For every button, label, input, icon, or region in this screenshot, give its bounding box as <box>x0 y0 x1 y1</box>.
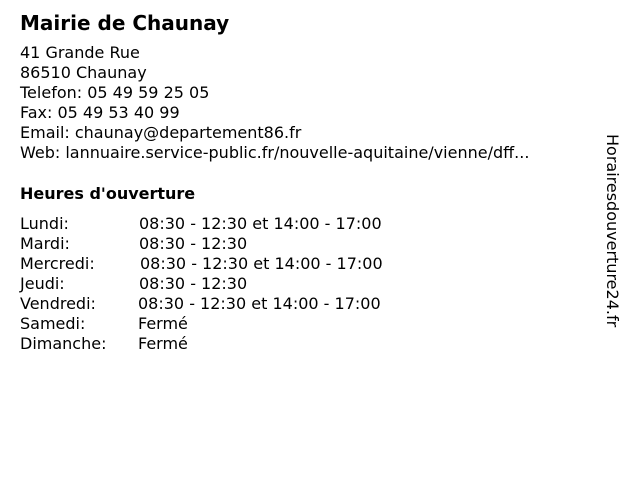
day-label: Mardi: <box>20 234 70 253</box>
day-label: Jeudi: <box>20 274 65 293</box>
site-watermark: Horairesdouverture24.fr <box>603 134 622 328</box>
time-value: 08:30 - 12:30 <box>139 234 248 253</box>
street-address: 41 Grande Rue <box>20 43 140 62</box>
hours-heading: Heures d'ouverture <box>20 184 196 203</box>
time-value: Fermé <box>138 314 188 333</box>
fax-number: Fax: 05 49 53 40 99 <box>20 103 180 122</box>
phone-number: Telefon: 05 49 59 25 05 <box>20 83 210 102</box>
page-title: Mairie de Chaunay <box>20 11 230 35</box>
time-value: 08:30 - 12:30 et 14:00 - 17:00 <box>139 214 382 233</box>
website: Web: lannuaire.service-public.fr/nouvelle-aquitaine/vienne/dff... <box>20 143 530 162</box>
day-label: Dimanche: <box>20 334 107 353</box>
city-postal: 86510 Chaunay <box>20 63 147 82</box>
time-value: 08:30 - 12:30 <box>139 274 248 293</box>
email-address: Email: chaunay@departement86.fr <box>20 123 302 142</box>
address-block <box>20 43 529 163</box>
day-label: Mercredi: <box>20 254 95 273</box>
day-label: Vendredi: <box>20 294 96 313</box>
time-value: Fermé <box>138 334 188 353</box>
day-label: Lundi: <box>20 214 69 233</box>
time-value: 08:30 - 12:30 et 14:00 - 17:00 <box>138 294 381 313</box>
day-label: Samedi: <box>20 314 86 333</box>
time-value: 08:30 - 12:30 et 14:00 - 17:00 <box>140 254 383 273</box>
